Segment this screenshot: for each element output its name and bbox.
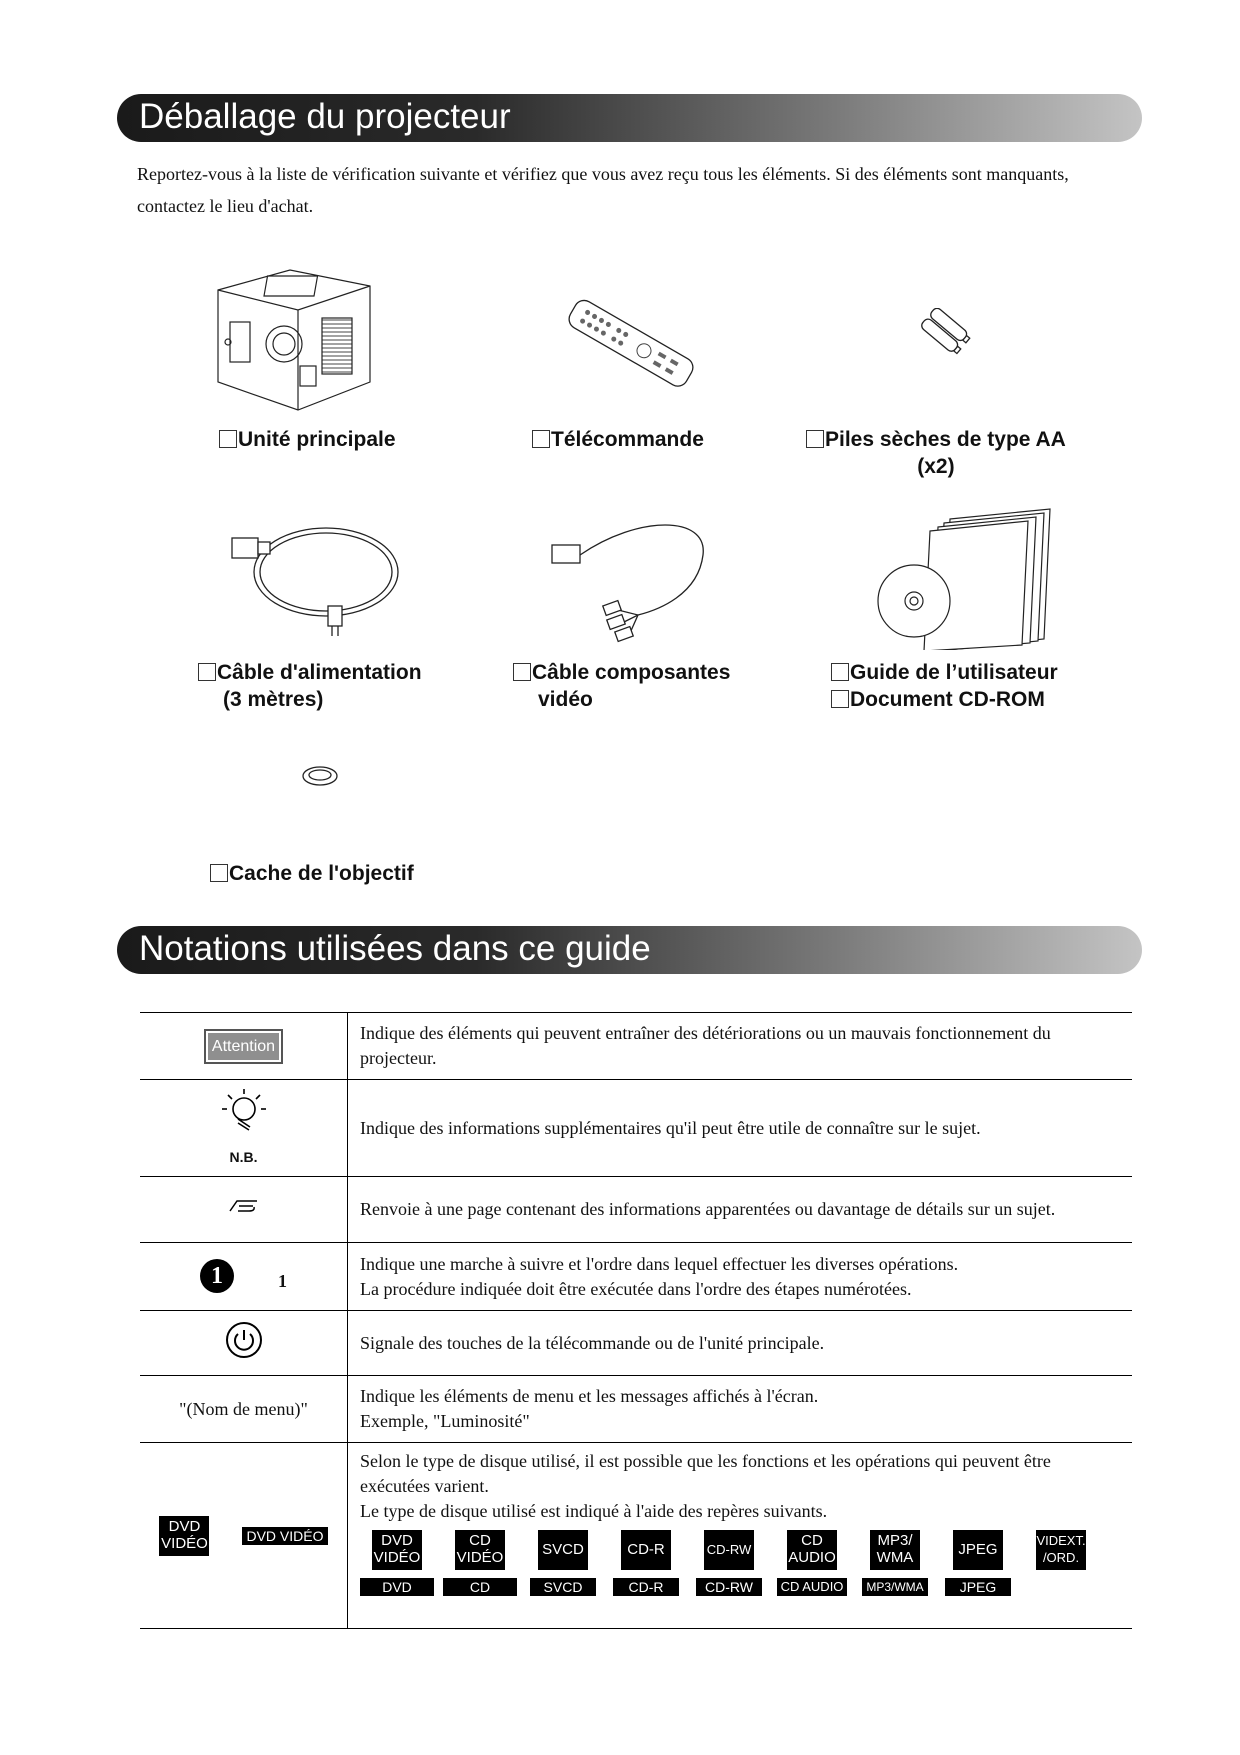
disc-badge-dvd-video-small: DVD VIDÉO — [242, 1527, 327, 1545]
section-title: Déballage du projecteur — [139, 97, 511, 136]
disc-badge: SVCD SVCD — [526, 1530, 600, 1596]
step-number-circle-icon: 1 — [200, 1259, 234, 1293]
projector-illustration — [210, 262, 380, 412]
table-row: Attention Indique des éléments qui peuvent entraîner des détériorations ou un mauvais fonctionnement du projecteur. — [140, 1013, 1132, 1080]
checkbox-icon — [198, 663, 216, 681]
checkbox-icon — [210, 864, 228, 882]
disc-badge: CD VIDÉO CD VIDÉO — [443, 1530, 517, 1596]
disc-badge: DVD VIDÉO DVD VIDÉO — [360, 1530, 434, 1596]
page-reference-hand-icon — [227, 1196, 261, 1216]
power-cable-illustration — [228, 510, 408, 640]
disc-badge: CD-RW CD-RW — [692, 1530, 766, 1596]
table-row: 1 1 Indique une marche à suivre et l'ordre dans lequel effectuer les diverses opérations. La procédure indiquée doit être exécutée dans l'ordre des étapes numérotées. — [140, 1243, 1132, 1311]
table-row: Signale des touches de la télécommande ou de l'unité principale. — [140, 1311, 1132, 1376]
disc-badge: JPEG JPEG — [941, 1530, 1015, 1596]
component-cable-illustration — [548, 515, 718, 645]
power-button-icon — [224, 1320, 264, 1360]
checkbox-icon — [513, 663, 531, 681]
lightbulb-icon — [216, 1087, 272, 1137]
disc-badge-list — [360, 1530, 1122, 1622]
item-batteries: Piles sèches de type AA (x2) — [806, 426, 1066, 480]
item-main-unit: Unité principale — [219, 426, 396, 453]
disc-badge: CD AUDIO CD AUDIO — [775, 1530, 849, 1596]
disc-badge-dvd-video-large: DVD VIDÉO — [159, 1516, 209, 1556]
disc-badge: MP3/ WMA MP3/WMA — [858, 1530, 932, 1596]
checkbox-icon — [831, 663, 849, 681]
section-title: Notations utilisées dans ce guide — [139, 929, 651, 968]
intro-text: Reportez-vous à la liste de vérification suivante et vérifiez que vous avez reçu tous les éléments. Si des éléments sont manquants, contactez le lieu d'achat. — [137, 164, 1069, 216]
section-banner-unpacking — [117, 94, 1142, 142]
documents-cdrom-illustration — [872, 505, 1057, 650]
checkbox-icon — [806, 430, 824, 448]
section-banner-notations — [117, 926, 1142, 974]
remote-illustration — [555, 290, 705, 400]
notations-table — [140, 1012, 1132, 1629]
item-remote: Télécommande — [532, 426, 704, 453]
item-lens-cap: Cache de l'objectif — [210, 860, 414, 887]
checkbox-icon — [219, 430, 237, 448]
step-number: 1 — [278, 1271, 287, 1291]
item-power-cable: Câble d'alimentation (3 mètres) — [198, 659, 422, 713]
disc-badge: CD-R CD-R — [609, 1530, 683, 1596]
nb-label: N.B. — [229, 1148, 258, 1165]
table-row: Renvoie à une page contenant des informations apparentées ou davantage de détails sur un sujet. — [140, 1177, 1132, 1243]
lens-cap-illustration — [300, 763, 340, 789]
item-component-cable: Câble composantes vidéo — [513, 659, 730, 713]
table-row: N.B. Indique des informations supplémentaires qu'il peut être utile de connaître sur le sujet. — [140, 1080, 1132, 1177]
table-row: "(Nom de menu)" Indique les éléments de menu et les messages affichés à l'écran. Exemple, "Luminosité" — [140, 1376, 1132, 1443]
item-user-guide: Guide de l’utilisateur Document CD-ROM — [831, 659, 1058, 713]
attention-icon: Attention — [204, 1029, 283, 1064]
disc-badge: VIDEXT. /ORD. — [1024, 1530, 1098, 1570]
table-row: DVD VIDÉO DVD VIDÉO Selon le type de disque utilisé, il est possible que les fonctions et les opérations qui peuvent être exécutées varient. Le type de disque utilisé est indiqué à l'aide des repères suivants. DVD VIDÉO DVD VIDÉO CD VIDÉO CD VIDÉO SVCD SVCD CD-R CD-R CD-RW CD-RW CD AUDIO CD AUDIO MP3/ WMA MP3/WMA JPEG JPEG VIDEXT. /ORD. — [140, 1443, 1132, 1629]
checkbox-icon — [532, 430, 550, 448]
batteries-illustration — [918, 308, 978, 358]
checkbox-icon — [831, 690, 849, 708]
